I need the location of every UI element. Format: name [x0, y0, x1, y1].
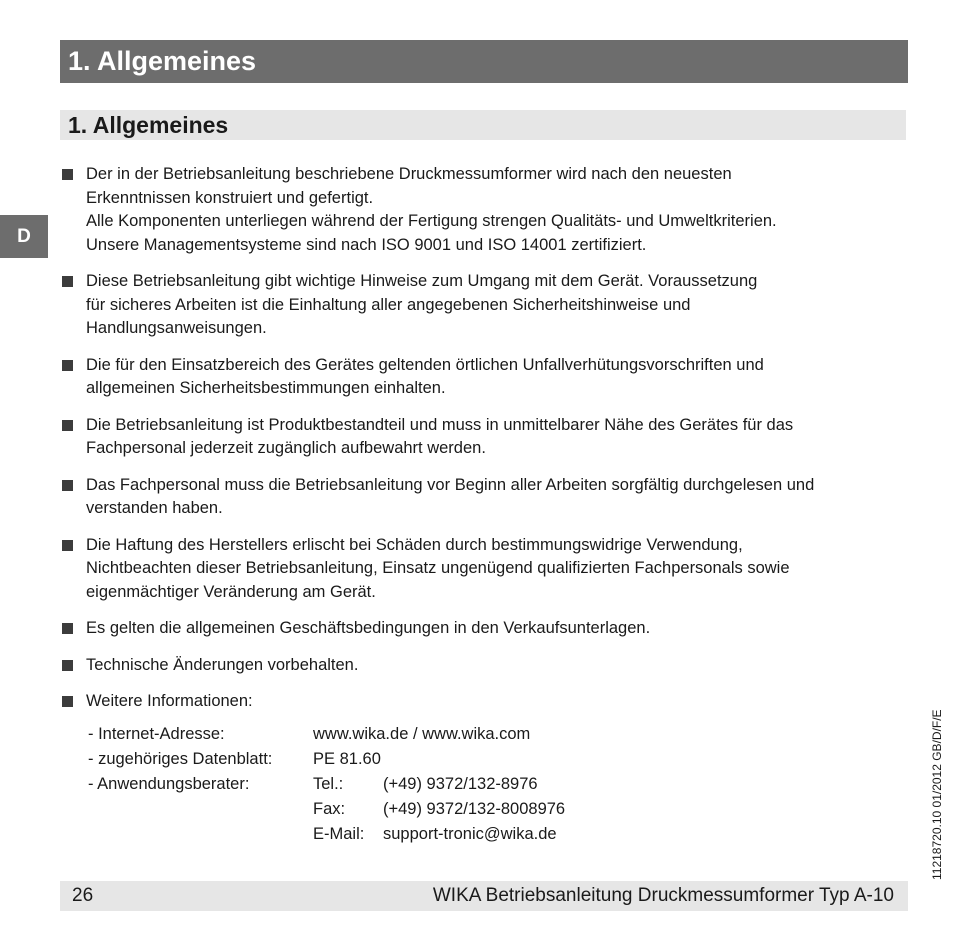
list-item-text: Das Fachpersonal muss die Betriebsanleitung vor Beginn aller Arbeiten sorgfältig durchgelesen und verstanden haben. — [86, 475, 815, 517]
footer-doc-title: WIKA Betriebsanleitung Druckmessumformer Typ A-10 — [432, 885, 894, 906]
main-header: 1. Allgemeines — [60, 40, 908, 83]
bullet-square-icon — [62, 540, 73, 551]
list-item — [60, 617, 908, 641]
tel-label: Tel.: — [313, 775, 344, 793]
list-item-text: Technische Änderungen vorbehalten. — [86, 655, 359, 674]
bullet-square-icon — [62, 623, 73, 634]
list-item — [60, 163, 908, 257]
bullet-list — [60, 163, 908, 727]
list-item — [60, 534, 908, 605]
bullet-square-icon — [62, 660, 73, 671]
internet-value[interactable]: www.wika.de / www.wika.com — [313, 725, 531, 743]
advisor-label: - Anwendungsberater: — [88, 775, 250, 793]
list-item — [60, 414, 908, 461]
bullet-square-icon — [62, 276, 73, 287]
language-tab: D — [0, 215, 48, 258]
section-title: 1. Allgemeines — [60, 110, 906, 140]
list-item — [60, 654, 908, 678]
list-item — [60, 270, 908, 341]
list-item-text: Der in der Betriebsanleitung beschriebene Druckmessumformer wird nach den neuesten Erkenntnissen konstruiert und gefertigt. Alle Komponenten unterliegen während der Fertigung strengen Qualitäts- und Umweltkriterien. Unsere Managementsysteme sind nach ISO 9001 und ISO 14001 zertifiziert. — [86, 165, 777, 254]
list-item-text: Die für den Einsatzbereich des Gerätes geltenden örtlichen Unfallverhütungsvorschriften und allgemeinen Sicherheitsbestimmungen einhalten. — [86, 355, 764, 397]
email-row — [88, 823, 565, 848]
page-footer — [60, 881, 908, 911]
bullet-square-icon — [62, 169, 73, 180]
list-item-text: Die Haftung des Herstellers erlischt bei Schäden durch bestimmungswidrige Verwendung, Nichtbeachten dieser Betriebsanleitung, Einsatz ungenügend qualifizierten Fachpersonals sowie eigenmächtiger Veränderung am Gerät. — [86, 535, 790, 601]
list-item — [60, 474, 908, 521]
internet-row — [88, 723, 565, 748]
datasheet-row — [88, 748, 565, 773]
datasheet-label: - zugehöriges Datenblatt: — [88, 750, 273, 768]
fax-label: Fax: — [313, 800, 346, 818]
fax-row — [88, 798, 565, 823]
list-item-text: Diese Betriebsanleitung gibt wichtige Hinweise zum Umgang mit dem Gerät. Voraussetzung für sicheres Arbeiten ist die Einhaltung aller angegebenen Sicherheitshinweise und Handlungsanweisungen. — [86, 272, 758, 337]
bullet-square-icon — [62, 360, 73, 371]
bullet-square-icon — [62, 420, 73, 431]
fax-value: (+49) 9372/132-8008976 — [383, 800, 566, 818]
page-number: 26 — [72, 885, 94, 906]
bullet-square-icon — [62, 696, 73, 707]
datasheet-value: PE 81.60 — [313, 750, 381, 768]
contact-info-table — [88, 723, 565, 848]
bullet-square-icon — [62, 480, 73, 491]
internet-label: - Internet-Adresse: — [88, 725, 225, 743]
list-item — [60, 354, 908, 401]
list-item-text: Es gelten die allgemeinen Geschäftsbedingungen in den Verkaufsunterlagen. — [86, 619, 651, 637]
email-value[interactable]: support-tronic@wika.de — [383, 825, 557, 843]
document-code: 11218720.10 01/2012 GB/D/F/E — [930, 709, 944, 880]
list-item — [60, 690, 908, 714]
list-item-text: Die Betriebsanleitung ist Produktbestandteil und muss in unmittelbarer Nähe des Gerätes für das Fachpersonal jederzeit zugänglich aufbewahrt werden. — [86, 415, 794, 457]
tel-row — [88, 773, 565, 798]
tel-value: (+49) 9372/132-8976 — [383, 775, 538, 793]
email-label: E-Mail: — [313, 825, 365, 843]
list-item-text: Weitere Informationen: — [86, 692, 253, 710]
